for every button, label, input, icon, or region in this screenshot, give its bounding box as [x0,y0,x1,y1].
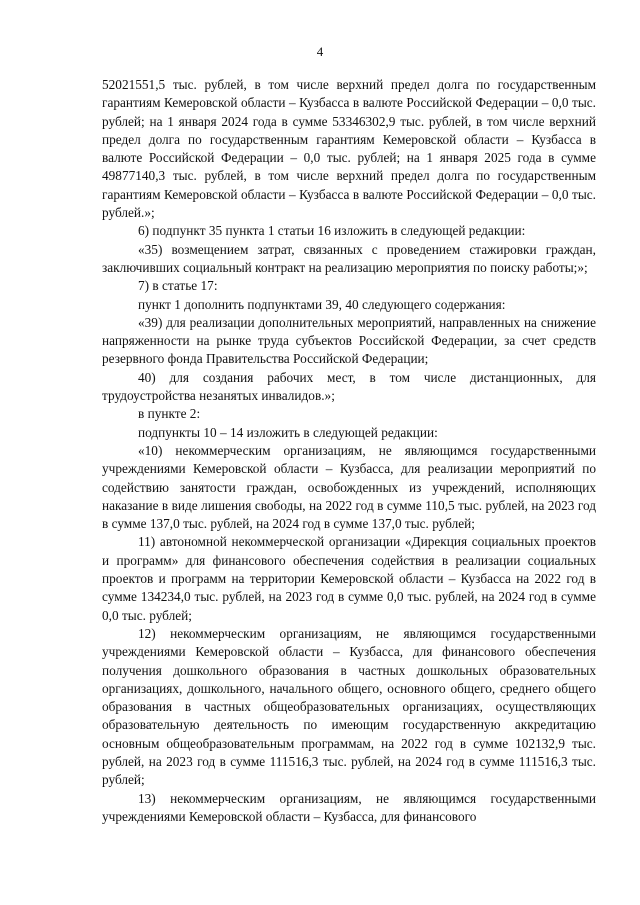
paragraph-subitems-10-14: подпункты 10 – 14 изложить в следующей редакции: [138,424,438,440]
paragraph-subitem-11: 11) автономной некоммерческой организации «Дирекция социальных проектов и программ» для финансового обеспечения содействия в реализации социальных проектов и программ на территории Кемеровской области – Кузбасса на 2022 год в сумме 134234,0 тыс. рублей, на 2023 год в сумме 0,0 тыс. рублей, на 2024 год в сумме 0,0 тыс. рублей; [102,534,596,623]
paragraph-point-2: в пункте 2: [138,406,201,422]
paragraph-item-7: 7) в статье 17: [138,278,218,294]
paragraph-point-1: пункт 1 дополнить подпунктами 39, 40 следующего содержания: [138,296,506,312]
paragraph-subitem-10: «10) некоммерческим организациям, не являющимся государственными учреждениями Кемеровской области – Кузбасса, для реализации мероприятий по содействию занятости граждан, освобожденных из учреждений, исполняющих наказание в виде лишения свободы, на 2022 год в сумме 110,5 тыс. рублей, на 2023 год в сумме 137,0 тыс. рублей, на 2024 год в сумме 137,0 тыс. рублей; [102,442,596,532]
paragraph-item-6: 6) подпункт 35 пункта 1 статьи 16 изложить в следующей редакции: [138,223,526,239]
paragraph-subitem-39: «39) для реализации дополнительных мероприятий, направленных на снижение напряженности на рынке труда субъектов Российской Федерации, за счет средств резервного фонда Правительства Российской Федерации; [102,314,596,367]
paragraph-subitem-12: 12) некоммерческим организациям, не являющимся государственными учреждениями Кемеровской области – Кузбасса, для финансового обеспечения получения дошкольного образования в частных дошкольных образовательных организациях, дошкольного, начального общего, основного общего, среднего общего образования в частных общеобразовательных организациях, осуществляющих образовательную деятельность по имеющим государственную аккредитацию основным общеобразовательным программам, на 2022 год в сумме 102132,9 тыс. рублей, на 2023 год в сумме 111516,3 тыс. рублей, на 2024 год в сумме 111516,3 тыс. рублей; [102,625,596,788]
paragraph-subitem-35: «35) возмещением затрат, связанных с проведением стажировки граждан, заключивших социальный контракт на реализацию мероприятия по поиску работы;»; [102,241,596,275]
document-body [102,76,596,826]
paragraph-subitem-40: 40) для создания рабочих мест, в том числе дистанционных, для трудоустройства незанятых инвалидов.»; [102,369,596,404]
paragraph-debt-limits: 52021551,5 тыс. рублей, в том числе верхний предел долга по государственным гарантиям Кемеровской области – Кузбасса в валюте Российской Федерации – 0,0 тыс. рублей; на 1 января 2024 года в сумме 53346302,9 тыс. рублей, в том числе верхний предел долга по государственным гарантиям Кемеровской области – Кузбасса в валюте Российской Федерации – 0,0 тыс. рублей; на 1 января 2025 года в сумме 49877140,3 тыс. рублей, в том числе верхний предел долга по государственным гарантиям Кемеровской области – Кузбасса в валюте Российской Федерации – 0,0 тыс. рублей.»; [102,77,596,221]
paragraph-subitem-13: 13) некоммерческим организациям, не являющимся государственными учреждениями Кемеровской области – Кузбасса, для финансового [102,790,596,824]
page-number: 4 [316,44,324,59]
